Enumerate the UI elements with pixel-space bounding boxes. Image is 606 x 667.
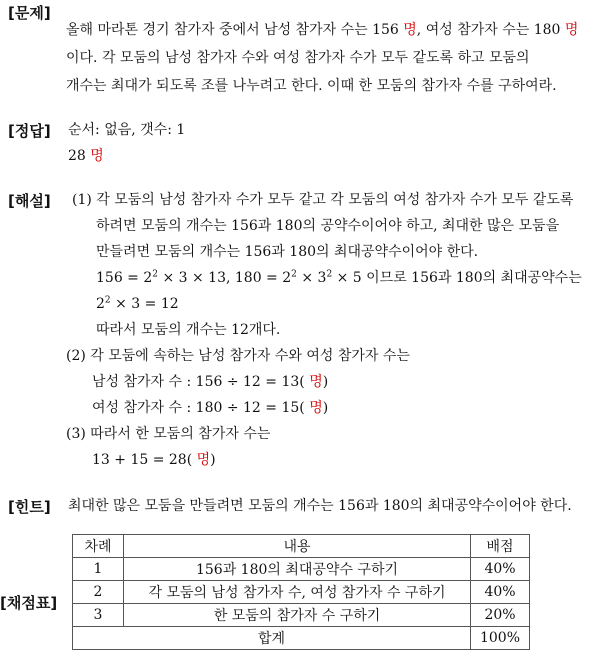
solution-line-2: 하려면 모둠의 개수는 156과 180의 공약수이어야 하고, 최대한 많은 모둠을 — [96, 218, 560, 234]
total-score: 100% — [471, 627, 530, 650]
header-score: 배점 — [471, 535, 530, 558]
row-content: 각 모둠의 남성 참가자 수, 여성 참가자 수 구하기 — [124, 581, 471, 604]
row-score: 40% — [471, 558, 530, 581]
row-order: 2 — [73, 581, 124, 604]
total-label: 합계 — [73, 627, 471, 650]
answer-label: [정답] — [8, 122, 51, 140]
solution-line-4: $156 = 2^2 \times 3 \times 13$, $180 = 2^2 \times 3^2 \times 5$ 이므로 156과 180의 최대공약수는 — [96, 269, 582, 286]
solution-line-3: 만들려면 모둠의 개수는 156과 180의 최대공약수이어야 한다. — [96, 244, 479, 260]
table-header-row — [73, 535, 530, 558]
header-content: 내용 — [124, 535, 471, 558]
rubric-table — [72, 534, 530, 650]
solution-line-10: (3) 따라서 한 모둠의 참가자 수는 — [66, 426, 271, 442]
solution-line-11: 13 + 15 = 28( 명) — [92, 452, 216, 468]
problem-line-2: 이다. 각 모둠의 남성 참가자 수와 여성 참가자 수가 모두 같도록 하고 모둠의 — [66, 50, 530, 66]
solution-line-7: (2) 각 모둠에 속하는 남성 참가자 수와 여성 참가자 수는 — [66, 348, 410, 364]
answer-value: 28 명 — [68, 148, 104, 164]
solution-line-6: 따라서 모둠의 개수는 12개다. — [96, 322, 281, 338]
problem-line-1: 올해 마라톤 경기 참가자 중에서 남성 참가자 수는 156 명, 여성 참가자 수는 180 명 — [66, 22, 579, 38]
hint-label: [힌트] — [8, 498, 51, 516]
solution-line-9: 여성 참가자 수 : 180 ÷ 12 = 15( 명) — [92, 400, 329, 416]
row-score: 20% — [471, 604, 530, 627]
problem-line-3: 개수는 최대가 되도록 조를 나누려고 한다. 이때 한 모둠의 참가자 수를 구하여라. — [66, 78, 557, 94]
row-order: 1 — [73, 558, 124, 581]
header-order: 차례 — [73, 535, 124, 558]
solution-line-8: 남성 참가자 수 : 156 ÷ 12 = 13( 명) — [92, 374, 329, 390]
answer-line-1: 순서: 없음, 갯수: 1 — [68, 122, 186, 138]
solution-label: [해설] — [8, 192, 51, 210]
problem-label: [문제] — [8, 4, 51, 22]
solution-line-1: (1) 각 모둠의 남성 참가자 수가 모두 같고 각 모둠의 여성 참가자 수가 모두 같도록 — [72, 192, 574, 208]
table-row — [73, 558, 530, 581]
table-row — [73, 604, 530, 627]
rubric-label: [채점표] — [0, 594, 58, 612]
row-content: 156과 180의 최대공약수 구하기 — [124, 558, 471, 581]
table-total-row — [73, 627, 530, 650]
row-order: 3 — [73, 604, 124, 627]
table-row — [73, 581, 530, 604]
row-content: 한 모둠의 참가자 수 구하기 — [124, 604, 471, 627]
solution-line-5: $2^2 \times 3 = 12$ — [96, 295, 179, 312]
row-score: 40% — [471, 581, 530, 604]
hint-text: 최대한 많은 모둠을 만들려면 모둠의 개수는 156과 180의 최대공약수이어야 한다. — [68, 498, 572, 514]
